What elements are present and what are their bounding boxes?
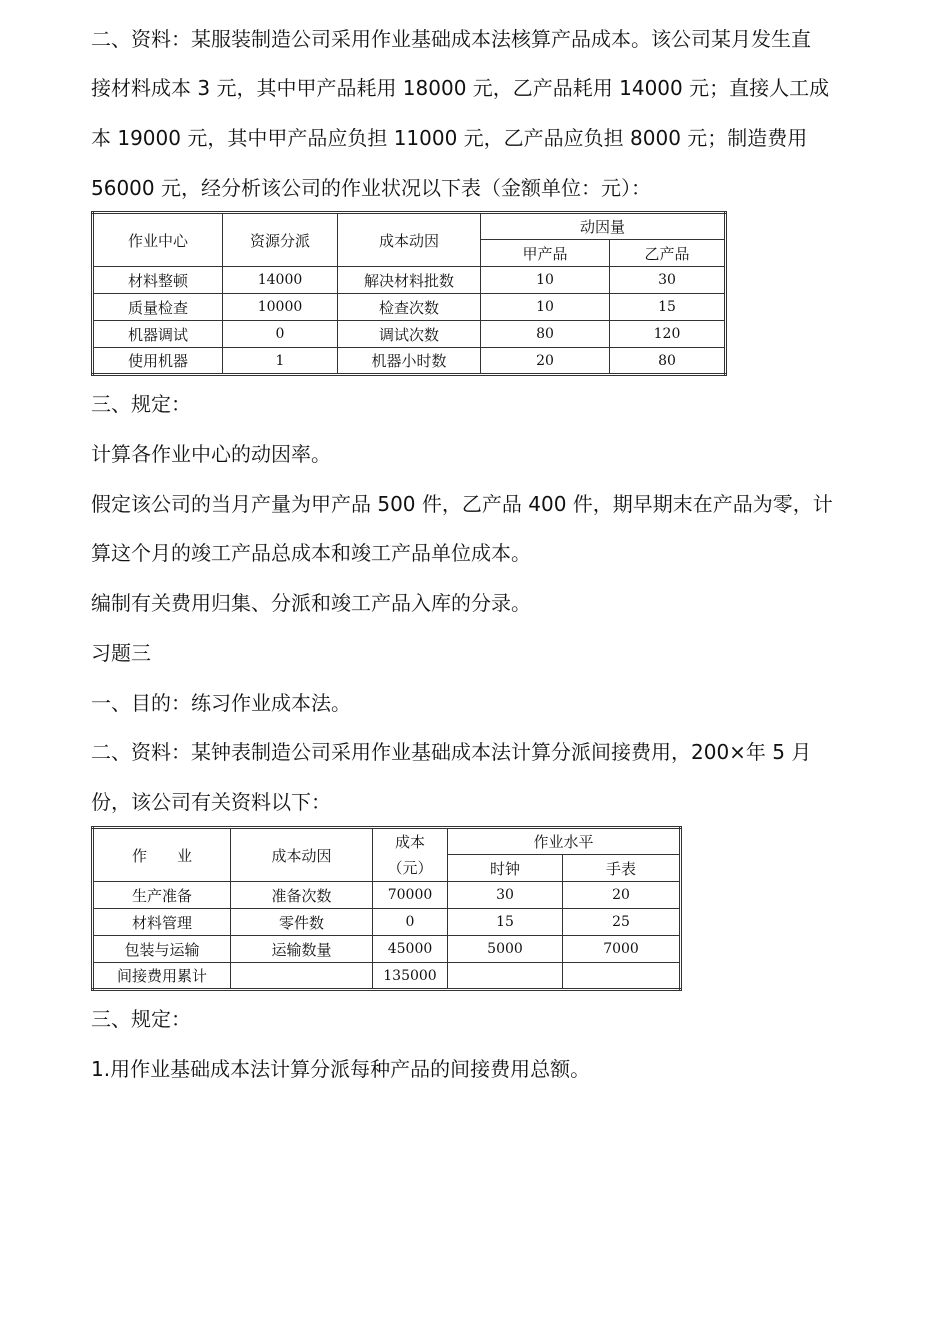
cell-product-b: 120 [610, 321, 726, 348]
cell-watch: 7000 [563, 936, 681, 963]
header-driver-quantity: 动因量 [481, 213, 726, 240]
cell-product-a: 80 [481, 321, 610, 348]
cell-driver [231, 963, 373, 990]
header-cost [373, 828, 448, 882]
cell-watch [563, 963, 681, 990]
cell-center: 使用机器 [93, 348, 223, 375]
exercise-title: 习题三 [91, 641, 151, 665]
cell-allocation: 10000 [223, 294, 338, 321]
cell-product-b: 30 [610, 267, 726, 294]
materials-paragraph-line-1: 二、资料：某服装制造公司采用作业基础成本法核算产品成本。该公司某月发生直 [91, 27, 811, 51]
requirement-line-4: 编制有关费用归集、分派和竣工产品入库的分录。 [91, 591, 531, 615]
cell-driver: 机器小时数 [338, 348, 481, 375]
requirement-line-3: 算这个月的竣工产品总成本和竣工产品单位成本。 [91, 541, 531, 565]
cell-allocation: 0 [223, 321, 338, 348]
header-activity-center: 作业中心 [93, 213, 223, 267]
header-activity-level: 作业水平 [448, 828, 681, 855]
table-row [93, 963, 681, 990]
header-product-a: 甲产品 [481, 240, 610, 267]
cell-clock [448, 963, 563, 990]
cell-driver: 调试次数 [338, 321, 481, 348]
header-product-b: 乙产品 [610, 240, 726, 267]
purpose-line: 一、目的：练习作业成本法。 [91, 691, 351, 715]
cell-activity: 材料管理 [93, 909, 231, 936]
cell-product-a: 20 [481, 348, 610, 375]
cell-clock: 30 [448, 882, 563, 909]
cell-clock: 15 [448, 909, 563, 936]
cell-watch: 20 [563, 882, 681, 909]
materials-paragraph-2-line-2: 份，该公司有关资料以下： [91, 790, 331, 814]
cell-activity: 包装与运输 [93, 936, 231, 963]
requirement-line-1: 计算各作业中心的动因率。 [91, 442, 331, 466]
materials-paragraph-2-line-1: 二、资料：某钟表制造公司采用作业基础成本法计算分派间接费用，200×年 5 月 [91, 740, 812, 764]
cell-cost: 45000 [373, 936, 448, 963]
cell-watch: 25 [563, 909, 681, 936]
cell-center: 机器调试 [93, 321, 223, 348]
header-clock: 时钟 [448, 855, 563, 882]
header-cost-unit: （元） [387, 859, 433, 877]
requirements-heading-2: 三、规定： [91, 1007, 191, 1031]
requirements-heading: 三、规定： [91, 392, 191, 416]
cell-allocation: 1 [223, 348, 338, 375]
table-row [93, 348, 726, 375]
cell-clock: 5000 [448, 936, 563, 963]
cell-product-a: 10 [481, 294, 610, 321]
table-row [93, 294, 726, 321]
materials-paragraph-line-3: 本 19000 元，其中甲产品应负担 11000 元，乙产品应负担 8000 元；制造费用 [91, 126, 808, 150]
cell-activity: 间接费用累计 [93, 963, 231, 990]
cell-driver: 运输数量 [231, 936, 373, 963]
header-activity: 作 业 [93, 828, 231, 882]
cell-cost: 0 [373, 909, 448, 936]
cell-allocation: 14000 [223, 267, 338, 294]
cell-driver: 准备次数 [231, 882, 373, 909]
table-row [93, 267, 726, 294]
materials-paragraph-line-4: 56000 元，经分析该公司的作业状况以下表（金额单位：元）： [91, 176, 651, 200]
cell-driver: 零件数 [231, 909, 373, 936]
header-cost-driver: 成本动因 [338, 213, 481, 267]
activity-center-table [91, 211, 727, 376]
header-watch: 手表 [563, 855, 681, 882]
header-cost-driver: 成本动因 [231, 828, 373, 882]
requirement-2-line-1: 1.用作业基础成本法计算分派每种产品的间接费用总额。 [91, 1057, 591, 1081]
requirement-line-2: 假定该公司的当月产量为甲产品 500 件，乙产品 400 件，期早期末在产品为零，计 [91, 492, 833, 516]
table-row [93, 321, 726, 348]
cell-driver: 检查次数 [338, 294, 481, 321]
activity-level-table [91, 826, 682, 991]
header-resource-allocation: 资源分派 [223, 213, 338, 267]
cell-center: 材料整顿 [93, 267, 223, 294]
cell-center: 质量检查 [93, 294, 223, 321]
materials-paragraph-line-2: 接材料成本 3 元，其中甲产品耗用 18000 元，乙产品耗用 14000 元；直接人工成 [91, 76, 830, 100]
table-row [93, 909, 681, 936]
table-row [93, 882, 681, 909]
table-row [93, 936, 681, 963]
header-cost-label: 成本 [394, 833, 425, 851]
cell-product-a: 10 [481, 267, 610, 294]
cell-product-b: 15 [610, 294, 726, 321]
cell-cost: 135000 [373, 963, 448, 990]
cell-cost: 70000 [373, 882, 448, 909]
cell-driver: 解决材料批数 [338, 267, 481, 294]
cell-product-b: 80 [610, 348, 726, 375]
cell-activity: 生产准备 [93, 882, 231, 909]
